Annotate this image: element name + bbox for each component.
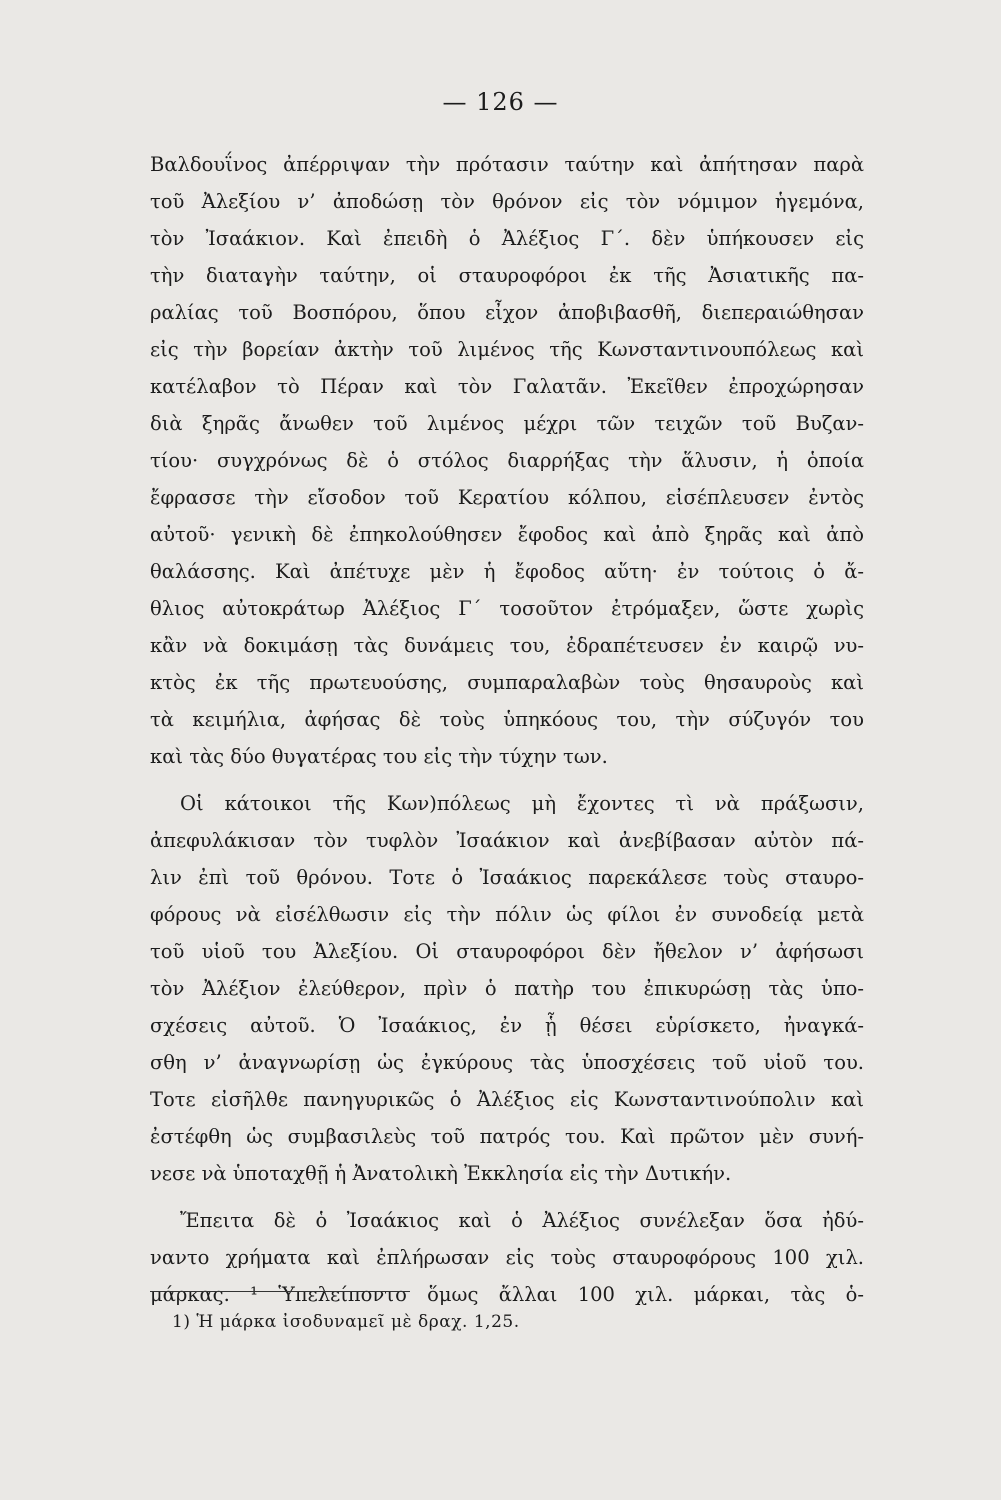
text-line: ναντο χρήματα καὶ ἐπλήρωσαν εἰς τοὺς σταυροφόρους 100 χιλ. [150,1246,864,1269]
text-line: τοῦ υἱοῦ του Ἀλεξίου. Οἱ σταυροφόροι δὲν ἤθελον ν’ ἀφήσωσι [150,940,864,963]
text-line: καὶ τὰς δύο θυγατέρας του εἰς τὴν τύχην των. [150,745,608,768]
text-line: νεσε νὰ ὑποταχθῇ ἡ Ἀνατολικὴ Ἐκκλησία εἰς τὴν Δυτικήν. [150,1162,732,1185]
text-line: τὰ κειμήλια, ἀφήσας δὲ τοὺς ὑπηκόους του, τὴν σύζυγόν του [150,708,864,731]
text-line: ἔφρασσε τὴν εἴσοδον τοῦ Κερατίου κόλπου, εἰσέπλευσεν ἐντὸς [150,486,864,509]
text-line: Οἱ κάτοικοι τῆς Κων)πόλεως μὴ ἔχοντες τὶ νὰ πράξωσιν, [180,792,864,815]
page-number: — 126 — [442,88,559,116]
text-line: τίου· συγχρόνως δὲ ὁ στόλος διαρρήξας τὴν ἅλυσιν, ἡ ὁποία [150,449,864,472]
text-line: κατέλαβον τὸ Πέραν καὶ τὸν Γαλατᾶν. Ἐκεῖθεν ἐπροχώρησαν [150,375,864,398]
text-line: σχέσεις αὐτοῦ. Ὁ Ἰσαάκιος, ἐν ᾗ θέσει εὑρίσκετο, ἠναγκά- [150,1014,864,1037]
text-line: τὸν Ἰσαάκιον. Καὶ ἐπειδὴ ὁ Ἀλέξιος Γ΄. δὲν ὑπήκουσεν εἰς [150,227,864,250]
text-line: τὸν Ἀλέξιον ἐλεύθερον, πρὶν ὁ πατὴρ του ἐπικυρώσῃ τὰς ὑπο- [150,977,864,1000]
text-line: Ἔπειτα δὲ ὁ Ἰσαάκιος καὶ ὁ Ἀλέξιος συνέλεξαν ὅσα ἠδύ- [180,1209,864,1232]
text-line: τοῦ Ἀλεξίου ν’ ἀποδώσῃ τὸν θρόνον εἰς τὸν νόμιμον ἡγεμόνα, [150,190,864,213]
paragraph [150,1202,864,1313]
text-line: ἀπεφυλάκισαν τὸν τυφλὸν Ἰσαάκιον καὶ ἀνεβίβασαν αὐτὸν πά- [150,829,864,852]
text-line: ραλίας τοῦ Βοσπόρου, ὅπου εἶχον ἀποβιβασθῆ, διεπεραιώθησαν [150,301,864,324]
body-text [150,146,864,1313]
text-line: σθη ν’ ἀναγνωρίσῃ ὡς ἐγκύρους τὰς ὑποσχέσεις τοῦ υἱοῦ του. [150,1051,864,1074]
text-line: φόρους νὰ εἰσέλθωσιν εἰς τὴν πόλιν ὡς φίλοι ἐν συνοδείᾳ μετὰ [150,903,864,926]
footnote-divider [150,1291,410,1292]
text-line: μάρκας. ¹ Ὑπελείποντο ὅμως ἄλλαι 100 χιλ. μάρκαι, τὰς ὁ- [150,1283,864,1306]
footnote: 1) Ἡ μάρκα ἰσοδυναμεῖ μὲ δραχ. 1,25. [172,1312,520,1332]
text-line: αὐτοῦ· γενικὴ δὲ ἐπηκολούθησεν ἔφοδος καὶ ἀπὸ ξηρᾶς καὶ ἀπὸ [150,523,864,546]
text-line: τὴν διαταγὴν ταύτην, οἱ σταυροφόροι ἐκ τῆς Ἀσιατικῆς πα- [150,264,864,287]
text-line: εἰς τὴν βορείαν ἀκτὴν τοῦ λιμένος τῆς Κωνσταντινουπόλεως καὶ [150,338,864,361]
text-line: διὰ ξηρᾶς ἄνωθεν τοῦ λιμένος μέχρι τῶν τειχῶν τοῦ Βυζαν- [150,412,864,435]
paragraph [150,146,864,775]
text-line: θαλάσσης. Καὶ ἀπέτυχε μὲν ἡ ἔφοδος αὕτη· ἐν τούτοις ὁ ἄ- [150,560,864,583]
text-line: ἐστέφθη ὡς συμβασιλεὺς τοῦ πατρός του. Καὶ πρῶτον μὲν συνή- [150,1125,864,1148]
text-line: κτὸς ἐκ τῆς πρωτευούσης, συμπαραλαβὼν τοὺς θησαυροὺς καὶ [150,671,864,694]
text-line: Τοτε εἰσῆλθε πανηγυρικῶς ὁ Ἀλέξιος εἰς Κωνσταντινούπολιν καὶ [150,1088,864,1111]
text-line: λιν ἐπὶ τοῦ θρόνου. Τοτε ὁ Ἰσαάκιος παρεκάλεσε τοὺς σταυρο- [150,866,864,889]
paragraph [150,785,864,1192]
text-line: κἂν νὰ δοκιμάσῃ τὰς δυνάμεις του, ἐδραπέτευσεν ἐν καιρῷ νυ- [150,634,864,657]
text-line: θλιος αὐτοκράτωρ Ἀλέξιος Γ΄ τοσοῦτον ἐτρόμαξεν, ὥστε χωρὶς [150,597,864,620]
paragraph-gap [150,1192,864,1202]
text-line: Βαλδουΐνος ἀπέρριψαν τὴν πρότασιν ταύτην καὶ ἀπήτησαν παρὰ [150,153,864,176]
paragraph-gap [150,775,864,785]
